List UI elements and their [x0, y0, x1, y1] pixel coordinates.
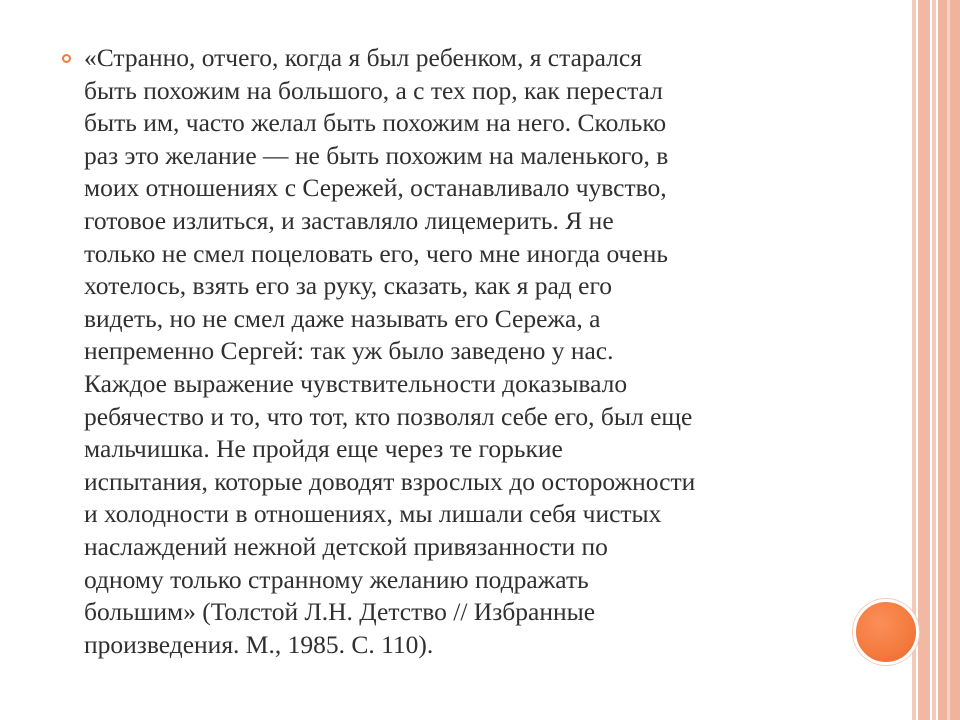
quote-line: Каждое выражение чувствительности доказывало [84, 368, 628, 398]
slide-content [62, 42, 832, 661]
quote-line: ребячество и то, что тот, кто позволял себе его, был еще [84, 401, 693, 431]
quote-line: раз это желание — не быть похожим на маленького, в [84, 140, 669, 170]
decorative-stripe [918, 0, 930, 720]
quote-line: быть им, часто желал быть похожим на него. Сколько [84, 108, 667, 138]
quote-line: одному только странному желанию подражать [84, 564, 589, 594]
quote-line: быть похожим на большого, а с тех пор, как перестал [84, 75, 663, 105]
quote-line: испытания, которые доводят взрослых до осторожности [84, 466, 696, 496]
quote-line: произведения. М., 1985. С. 110). [84, 629, 434, 659]
quote-line: готовое излиться, и заставляло лицемерить. Я не [84, 205, 614, 235]
quote-text [84, 42, 832, 661]
quote-line: только не смел поцеловать его, чего мне иногда очень [84, 238, 668, 268]
quote-line: большим» (Толстой Л.Н. Детство // Избранные [84, 597, 596, 627]
quote-line: наслаждений нежной детской привязанности по [84, 531, 608, 561]
quote-line: моих отношениях с Сережей, останавливало чувство, [84, 173, 667, 203]
decorative-stripe [932, 0, 936, 720]
quote-line: мальчишка. Не пройдя еще через те горькие [84, 434, 563, 464]
bullet-item [62, 42, 832, 661]
decorative-stripe [947, 0, 950, 720]
quote-line: хотелось, взять его за руку, сказать, как я рад его [84, 271, 613, 301]
bullet-ring-icon [62, 54, 71, 63]
quote-line: непременно Сергей: так уж было заведено у нас. [84, 336, 614, 366]
decorative-circle [853, 599, 919, 665]
quote-line: и холодности в отношениях, мы лишали себя чистых [84, 499, 662, 529]
quote-line: «Странно, отчего, когда я был ребенком, я старался [84, 43, 642, 72]
quote-line: видеть, но не смел даже называть его Сережа, а [84, 303, 601, 333]
